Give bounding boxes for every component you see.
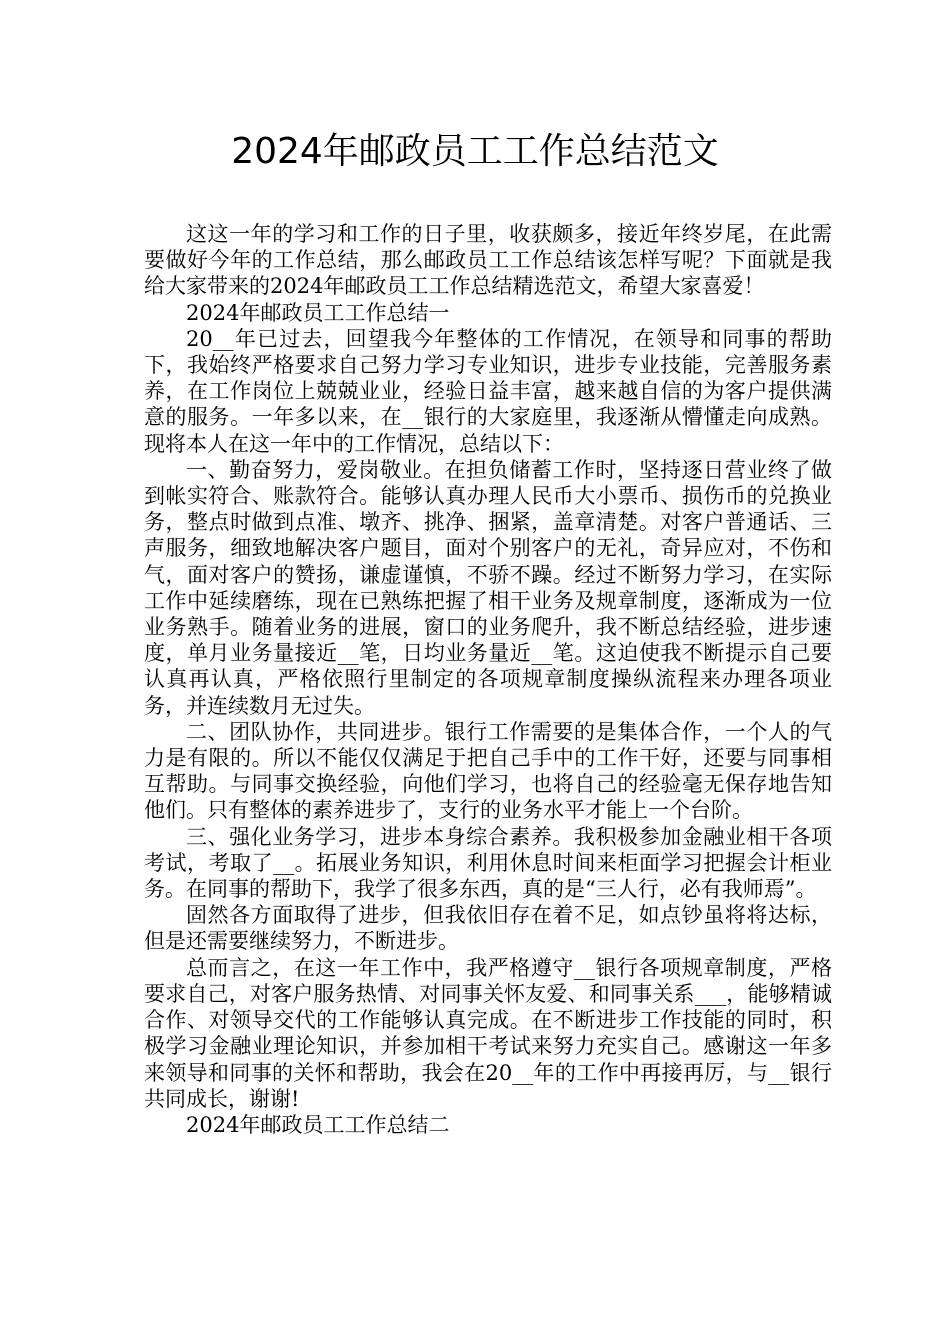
paragraph: 总而言之，在这一年工作中，我严格遵守__银行各项规章制度，严格要求自己，对客户服务热情、对同事关怀友爱、和同事关系___，能够精诚合作、对领导交代的工作能够认真完成。在不断进步工作技能的同时，积极学习金融业理论知识，并参加相干考试来努力充实自己。感谢这一年多来领导和同事的关怀和帮助，我会在20__年的工作中再接再厉，与__银行共同成长，谢谢! — [144, 955, 832, 1111]
document-title: 2024年邮政员工工作总结范文 — [231, 131, 719, 172]
section-heading-1: 2024年邮政员工工作总结一 — [186, 300, 450, 325]
intro-paragraph: 这这一年的学习和工作的日子里，收获颇多，接近年终岁尾，在此需要做好今年的工作总结，那么邮政员工工作总结该怎样写呢？下面就是我给大家带来的2024年邮政员工工作总结精选范文，希望大家喜爱！ — [144, 222, 832, 299]
paragraph: 三、强化业务学习，进步本身综合素养。我积极参加金融业相干各项考试，考取了__。拓展业务知识，利用休息时间来柜面学习把握会计柜业务。在同事的帮助下，我学了很多东西，真的是“三人行，必有我师焉”。 — [144, 824, 832, 902]
paragraph: 二、团队协作，共同进步。银行工作需要的是集体合作，一个人的气力是有限的。所以不能仅仅满足于把自己手中的工作干好，还要与同事相互帮助。与同事交换经验，向他们学习，也将自己的经验毫无保存地告知他们。只有整体的素养进步了，支行的业务水平才能上一个台阶。 — [144, 719, 832, 823]
document-body — [144, 221, 832, 1138]
section-heading-2: 2024年邮政员工工作总结二 — [186, 1112, 450, 1137]
paragraph: 一、勤奋努力，爱岗敬业。在担负储蓄工作时，坚持逐日营业终了做到帐实符合、账款符合。能够认真办理人民币大小票币、损伤币的兑换业务，整点时做到点准、墩齐、挑净、捆紧，盖章清楚。对客户普通话、三声服务，细致地解决客户题目，面对个别客户的无礼，奇异应对，不伤和气，面对客户的赞扬，谦虚谨慎，不骄不躁。经过不断努力学习，在实际工作中延续磨练，现在已熟练把握了相干业务及规章制度，逐渐成为一位业务熟手。随着业务的进展，窗口的业务爬升，我不断总结经验，进步速度，单月业务量接近__笔，日均业务量近__笔。这迫使我不断提示自己要认真再认真，严格依照行里制定的各项规章制度操纵流程来办理各项业务，并连续数月无过失。 — [144, 457, 832, 718]
paragraph: 固然各方面取得了进步，但我依旧存在着不足，如点钞虽将将达标，但是还需要继续努力，不断进步。 — [144, 903, 832, 954]
paragraph: 20__年已过去，回望我今年整体的工作情况，在领导和同事的帮助下，我始终严格要求自己努力学习专业知识，进步专业技能，完善服务素养，在工作岗位上兢兢业业，经验日益丰富，越来越自信的为客户提供满意的服务。一年多以来，在__银行的大家庭里，我逐渐从懵懂走向成熟。现将本人在这一年中的工作情况，总结以下： — [144, 326, 832, 456]
